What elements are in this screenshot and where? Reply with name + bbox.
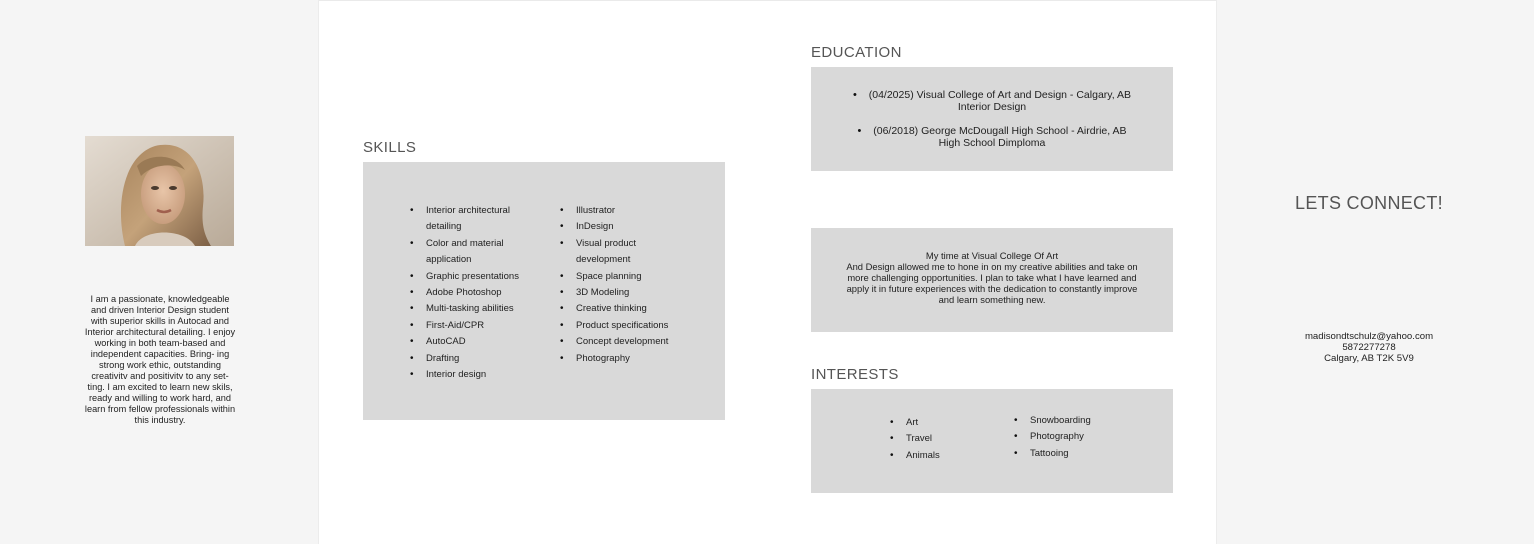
left-panel (0, 0, 319, 544)
list-item: • Tattooing (1014, 446, 1091, 462)
skills-list-2 (560, 203, 670, 367)
list-item (811, 125, 1173, 149)
experience-line1: My time at Visual College Of Art (925, 250, 1059, 261)
contact-info (1290, 331, 1448, 364)
experience-box (811, 228, 1173, 332)
list-item: • Visual product development (560, 236, 670, 269)
center-panel (319, 0, 1216, 544)
list-item: • Interior architectural detailing (410, 203, 520, 236)
list-item: • Drafting (410, 351, 520, 367)
education-item-line1: (04/2025) Visual College of Art and Design - Calgary, AB (868, 89, 1132, 101)
list-item: • Snowboarding (1014, 413, 1091, 429)
list-item: • Photography (560, 351, 670, 367)
about-text: I am a passionate, knowledgeable and driven Interior Design student with superior skills in Autocad and Interior architectural detailing. I enjoy working in both team-based and independent capacities. Bring- ing strong work ethic, outstanding creativitv and positivitv to any set- ting. I am excited to learn new skils, ready and willing to work hard, and learn from fellow professionals within this industry. (84, 294, 236, 425)
list-item: • Animals (890, 448, 940, 464)
education-item-line2: Interior Design (957, 101, 1027, 113)
education-list (811, 89, 1173, 149)
experience-line2: And Design allowed me to hone in on my creative abilities and take on more challenging opportunities. I plan to take what I have learned and apply it in future experiences with the dedication to constantly improve and learn something new. (846, 261, 1138, 305)
education-title: EDUCATION (811, 44, 902, 61)
connect-title: LETS CONNECT! (1295, 193, 1443, 213)
interests-title: INTERESTS (811, 366, 899, 383)
right-panel (1216, 0, 1534, 544)
skills-list-1 (410, 203, 520, 383)
list-item: • First-Aid/CPR (410, 318, 520, 334)
list-item: • Space planning (560, 269, 670, 285)
list-item: • Color and material application (410, 236, 520, 269)
list-item: • Art (890, 415, 940, 431)
contact-phone[interactable]: 5872277278 (1342, 342, 1396, 353)
list-item: • Interior design (410, 367, 520, 383)
list-item: • Adobe Photoshop (410, 285, 520, 301)
contact-email[interactable]: madisondtschulz@yahoo.com (1304, 331, 1434, 342)
list-item: • Multi-tasking abilities (410, 301, 520, 317)
profile-photo (85, 136, 234, 246)
contact-location: Calgary, AB T2K 5V9 (1324, 353, 1414, 364)
education-item-line1: (06/2018) George McDougall High School - Airdrie, AB (873, 125, 1127, 137)
list-item: • InDesign (560, 219, 670, 235)
list-item: • Photography (1014, 429, 1091, 445)
list-item: • AutoCAD (410, 334, 520, 350)
list-item: • Product specifications (560, 318, 670, 334)
list-item: • Concept development (560, 334, 670, 350)
list-item: • Creative thinking (560, 301, 670, 317)
list-item: • Illustrator (560, 203, 670, 219)
list-item: • Graphic presentations (410, 269, 520, 285)
list-item: • Travel (890, 431, 940, 447)
education-item-line2: High School Dimploma (938, 137, 1046, 149)
list-item (811, 89, 1173, 113)
skills-box (363, 162, 725, 420)
skills-title: SKILLS (363, 139, 417, 156)
education-box (811, 67, 1173, 171)
experience-text (841, 250, 1143, 305)
list-item: • 3D Modeling (560, 285, 670, 301)
interests-box (811, 389, 1173, 493)
interests-list-2 (1014, 413, 1091, 462)
interests-list-1 (890, 415, 940, 464)
